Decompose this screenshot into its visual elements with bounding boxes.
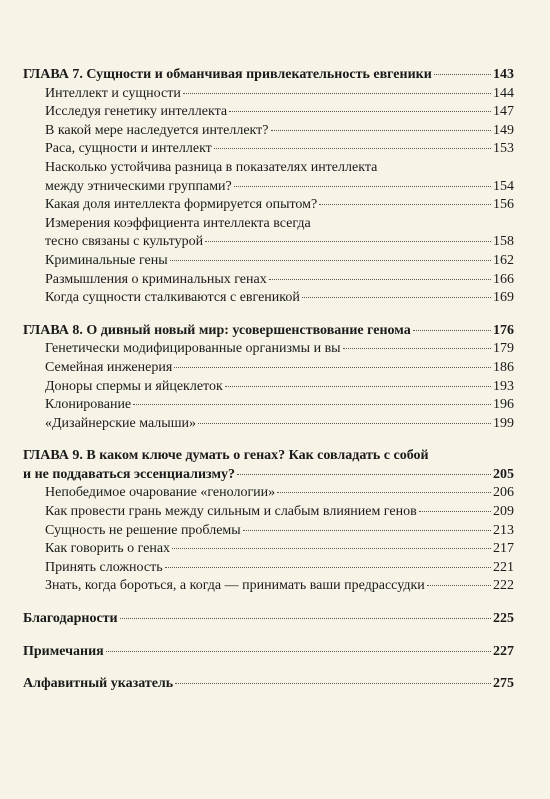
section-entry-title: тесно связаны с культурой <box>45 234 204 250</box>
section-entry-title: В какой мере наследуется интеллект? <box>45 122 269 138</box>
chapter-heading-title: ГЛАВА 7. Сущности и обманчивая привлекательность евгеники <box>23 67 432 82</box>
section-entry-title: между этническими группами? <box>45 178 232 194</box>
section-entry-title: Доноры спермы и яйцеклеток <box>45 378 223 394</box>
dot-leader <box>234 185 491 187</box>
dot-leader <box>271 129 492 131</box>
section-entry[interactable] <box>23 122 514 141</box>
chapter-heading[interactable] <box>23 66 514 85</box>
section-entry-page-number: 154 <box>493 178 514 194</box>
dot-leader <box>183 92 491 94</box>
section-entry-page-number: 144 <box>493 85 514 101</box>
section-entry[interactable] <box>23 252 514 271</box>
dot-leader <box>225 385 491 387</box>
dot-leader <box>269 278 491 280</box>
chapter-heading-page-number: 143 <box>493 67 514 82</box>
chapter-block <box>23 322 514 434</box>
section-entry-title: Непобедимое очарование «генологии» <box>45 485 276 501</box>
back-matter-entry-title: Алфавитный указатель <box>23 676 174 692</box>
section-entry[interactable] <box>23 522 514 541</box>
section-entry[interactable] <box>23 140 514 159</box>
section-entry[interactable] <box>23 415 514 434</box>
back-matter-entry[interactable] <box>23 643 514 662</box>
back-matter-block <box>23 643 514 662</box>
dot-leader <box>133 403 491 405</box>
section-entry[interactable] <box>23 103 514 122</box>
dot-leader <box>427 584 491 586</box>
section-entry[interactable] <box>23 559 514 578</box>
section-entry-page-number: 162 <box>493 252 514 268</box>
section-entry-page-number: 213 <box>493 522 514 538</box>
section-entry-title: Как говорить о генах <box>45 541 171 557</box>
dot-leader <box>106 650 491 652</box>
section-entry-title: Когда сущности сталкиваются с евгеникой <box>45 290 300 306</box>
section-entry-page-number: 147 <box>493 104 514 120</box>
dot-leader <box>205 240 491 242</box>
dot-leader <box>214 147 491 149</box>
dot-leader <box>419 510 491 512</box>
section-entry-title: Интеллект и сущности <box>45 85 181 101</box>
section-entry-page-number: 193 <box>493 378 514 394</box>
dot-leader <box>229 110 491 112</box>
section-entry[interactable] <box>23 289 514 308</box>
chapter-title-line-text: ГЛАВА 9. В каком ключе думать о генах? Как совладать с собой <box>23 448 429 464</box>
dot-leader <box>237 473 491 475</box>
chapter-heading-title: и не поддаваться эссенциализму? <box>23 466 236 482</box>
section-entry[interactable] <box>23 233 514 252</box>
back-matter-entry[interactable] <box>23 675 514 694</box>
section-entry[interactable] <box>23 85 514 104</box>
section-entry-title: Размышления о криминальных генах <box>45 271 267 287</box>
section-entry-title: Семейная инженерия <box>45 359 173 375</box>
table-of-contents <box>23 66 514 708</box>
section-entry[interactable] <box>23 196 514 215</box>
section-title-line-text: Насколько устойчива разница в показателях интеллекта <box>45 159 378 175</box>
section-entry[interactable] <box>23 378 514 397</box>
chapter-block <box>23 66 514 308</box>
section-entry-page-number: 209 <box>493 504 514 520</box>
section-entry-page-number: 169 <box>493 290 514 306</box>
chapter-heading-title: ГЛАВА 8. О дивный новый мир: усовершенствование генома <box>23 322 411 338</box>
section-title-line-text: Измерения коэффициента интеллекта всегда <box>45 215 311 231</box>
section-entry-page-number: 221 <box>493 559 514 575</box>
back-matter-entry-page-number: 225 <box>493 611 514 627</box>
dot-leader <box>120 617 491 619</box>
dot-leader <box>172 547 491 549</box>
dot-leader <box>174 366 491 368</box>
section-title-line <box>23 215 514 234</box>
dot-leader <box>413 329 491 331</box>
section-entry-page-number: 206 <box>493 485 514 501</box>
section-entry-page-number: 217 <box>493 541 514 557</box>
dot-leader <box>319 203 491 205</box>
chapter-heading[interactable] <box>23 466 514 485</box>
section-entry-page-number: 149 <box>493 122 514 138</box>
section-entry-page-number: 166 <box>493 271 514 287</box>
back-matter-entry[interactable] <box>23 610 514 629</box>
section-entry[interactable] <box>23 359 514 378</box>
chapter-heading-page-number: 176 <box>493 322 514 338</box>
section-entry-title: Генетически модифицированные организмы и вы <box>45 341 341 357</box>
section-entry-title: Как провести грань между сильным и слабым влиянием генов <box>45 504 417 520</box>
section-entry-page-number: 158 <box>493 234 514 250</box>
section-entry-page-number: 179 <box>493 341 514 357</box>
dot-leader <box>175 682 491 684</box>
section-entry-title: «Дизайнерские малыши» <box>45 415 196 431</box>
section-entry[interactable] <box>23 340 514 359</box>
section-entry[interactable] <box>23 577 514 596</box>
dot-leader <box>277 491 491 493</box>
section-entry[interactable] <box>23 540 514 559</box>
section-entry-page-number: 156 <box>493 197 514 213</box>
dot-leader <box>198 422 491 424</box>
back-matter-entry-page-number: 227 <box>493 643 514 659</box>
chapter-block <box>23 447 514 596</box>
section-entry-title: Принять сложность <box>45 559 163 575</box>
section-entry-title: Исследуя генетику интеллекта <box>45 104 228 120</box>
section-entry-page-number: 186 <box>493 359 514 375</box>
section-entry-page-number: 196 <box>493 397 514 413</box>
section-entry[interactable] <box>23 396 514 415</box>
back-matter-block <box>23 610 514 629</box>
section-entry-title: Криминальные гены <box>45 252 168 268</box>
section-entry[interactable] <box>23 271 514 290</box>
back-matter-entry-title: Примечания <box>23 643 104 659</box>
dot-leader <box>434 73 491 75</box>
section-entry-title: Клонирование <box>45 397 132 413</box>
back-matter-entry-page-number: 275 <box>493 676 514 692</box>
section-entry-page-number: 222 <box>493 578 514 594</box>
section-entry-title: Знать, когда бороться, а когда — принимать ваши предрассудки <box>45 578 425 594</box>
section-title-line <box>23 159 514 178</box>
section-entry[interactable] <box>23 178 514 197</box>
section-entry[interactable] <box>23 503 514 522</box>
dot-leader <box>343 347 491 349</box>
back-matter-entry-title: Благодарности <box>23 611 118 627</box>
dot-leader <box>243 529 491 531</box>
dot-leader <box>165 566 491 568</box>
section-entry-page-number: 153 <box>493 141 514 157</box>
dot-leader <box>170 259 491 261</box>
back-matter-block <box>23 675 514 694</box>
section-entry[interactable] <box>23 484 514 503</box>
section-entry-title: Сущность не решение проблемы <box>45 522 241 538</box>
chapter-heading[interactable] <box>23 322 514 341</box>
chapter-heading-page-number: 205 <box>493 466 514 482</box>
chapter-title-line <box>23 447 514 466</box>
section-entry-title: Какая доля интеллекта формируется опытом? <box>45 197 318 213</box>
dot-leader <box>302 296 491 298</box>
section-entry-page-number: 199 <box>493 415 514 431</box>
section-entry-title: Раса, сущности и интеллект <box>45 141 212 157</box>
